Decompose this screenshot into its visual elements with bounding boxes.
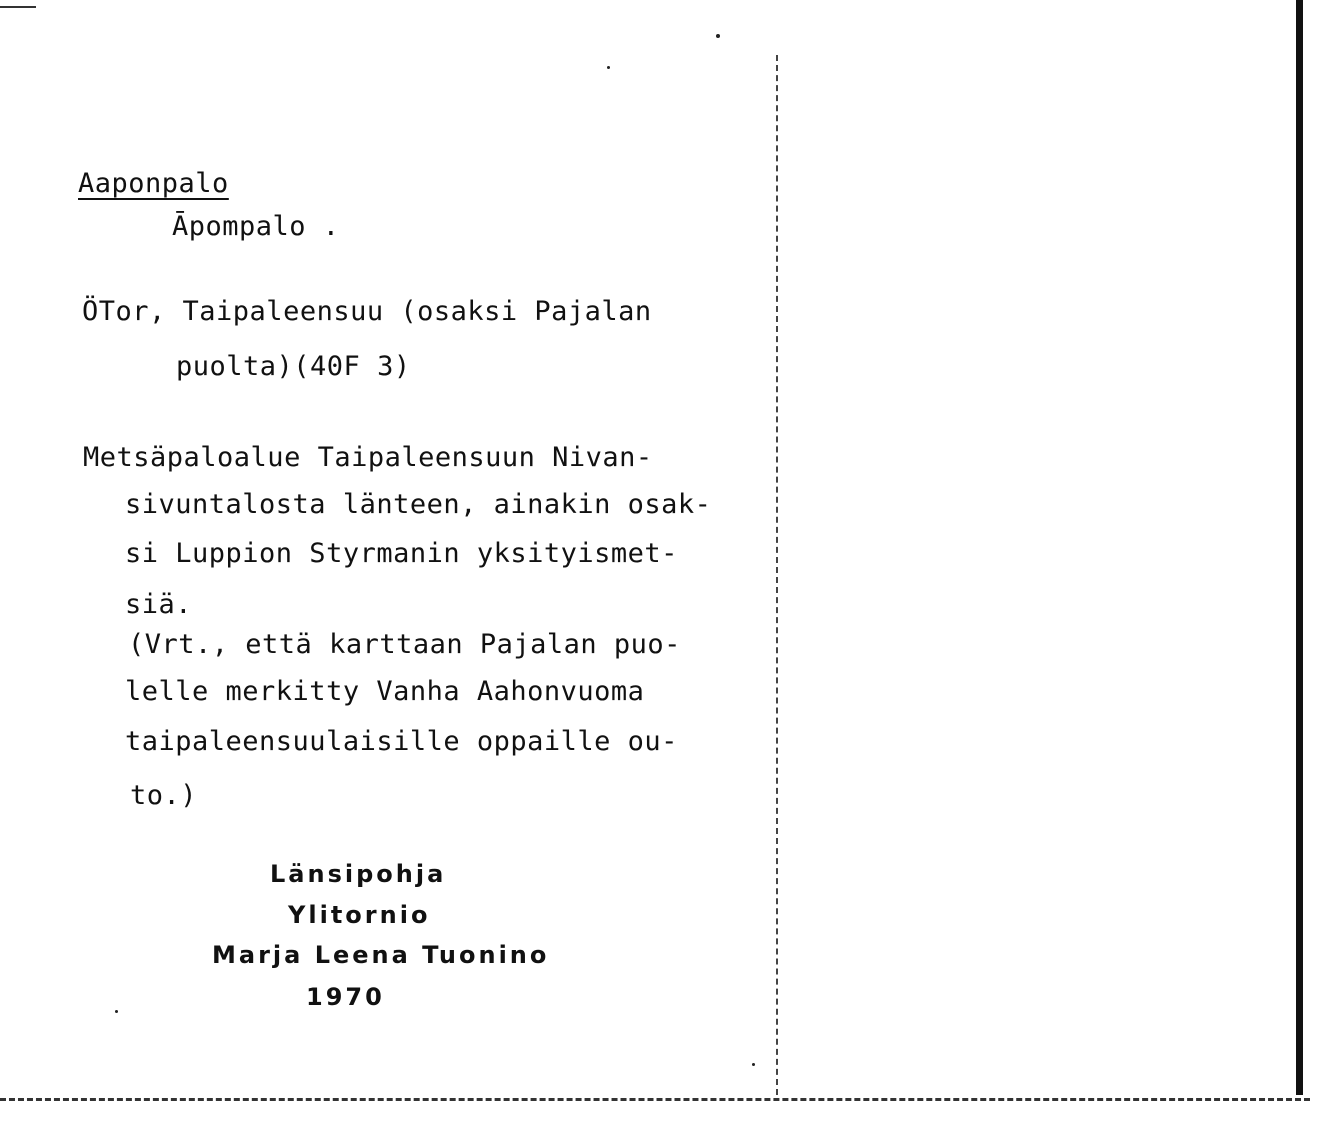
stamp-collector: Marja Leena Tuonino: [212, 941, 550, 969]
ink-speck: [716, 34, 720, 38]
fold-line: [776, 55, 778, 1095]
description-line: Metsäpaloalue Taipaleensuun Nivan-: [83, 442, 653, 473]
description-line: siä.: [125, 589, 193, 620]
description-line: sivuntalosta länteen, ainakin osak-: [125, 489, 712, 520]
stamp-region: Länsipohja: [270, 860, 447, 888]
description-line: (Vrt., että karttaan Pajalan puo-: [128, 629, 681, 660]
card-right-edge: [1296, 0, 1303, 1095]
description-line: lelle merkitty Vanha Aahonvuoma: [125, 676, 645, 707]
place-name-heading: Aaponpalo: [78, 168, 229, 199]
ink-speck: [607, 66, 610, 69]
ink-speck: [752, 1063, 755, 1066]
description-line: si Luppion Styrmanin yksityismet-: [125, 538, 678, 569]
location-line: puolta)(40F 3): [176, 351, 411, 382]
corner-mark: [0, 6, 36, 8]
location-line: ÖTor, Taipaleensuu (osaksi Pajalan: [82, 296, 652, 327]
ink-speck: [115, 1010, 118, 1013]
dialect-variant: Āpompalo .: [172, 211, 340, 242]
description-line: to.): [130, 780, 198, 811]
stamp-parish: Ylitornio: [288, 901, 431, 929]
stamp-year: 1970: [306, 983, 385, 1011]
card-bottom-edge: [0, 1098, 1310, 1101]
description-line: taipaleensuulaisille oppaille ou-: [125, 726, 678, 757]
